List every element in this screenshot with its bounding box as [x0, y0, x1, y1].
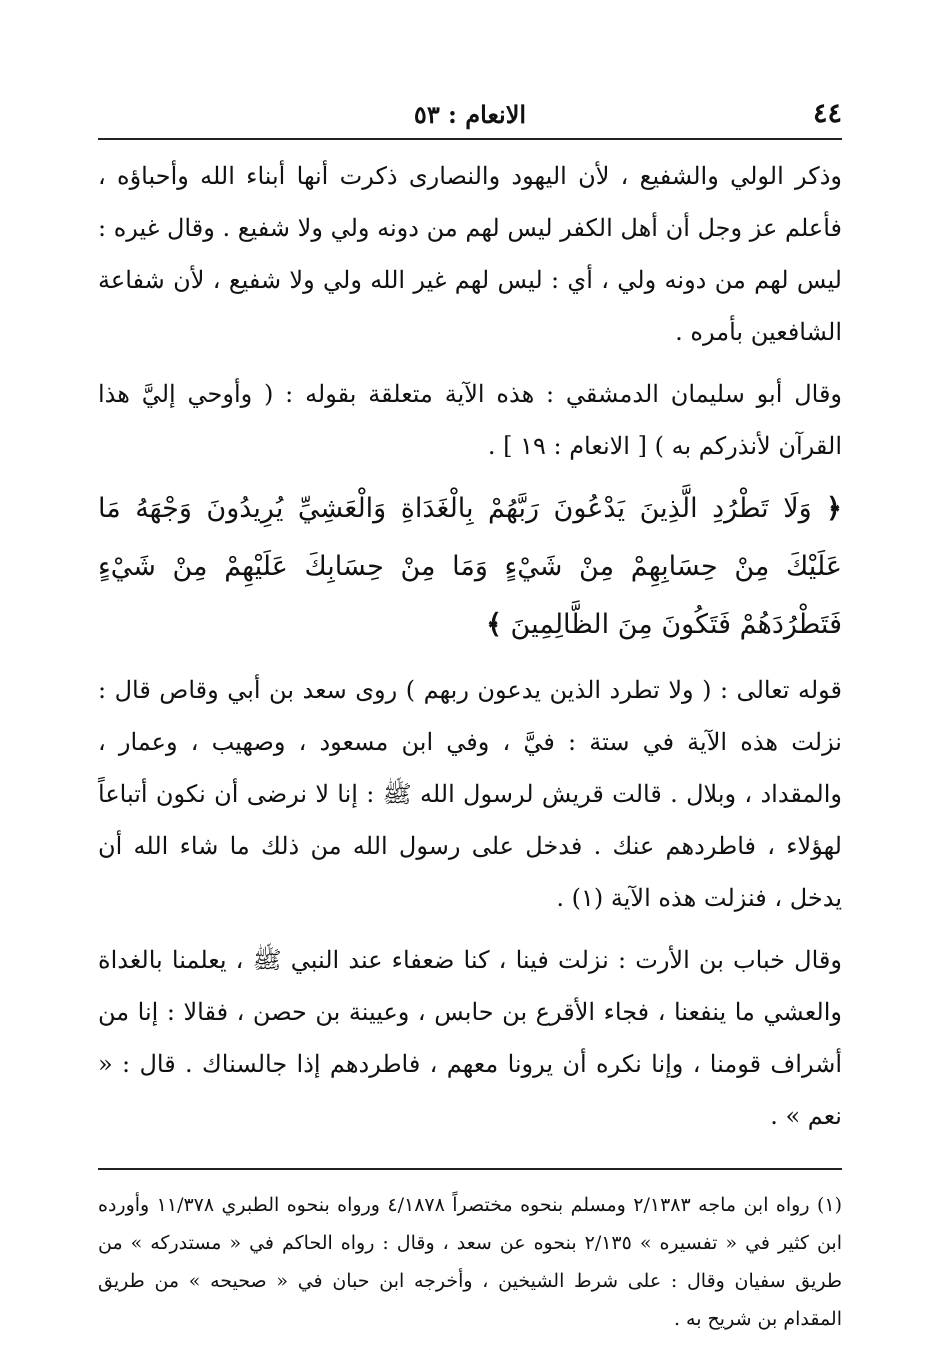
quran-verse [98, 480, 842, 654]
paragraph: وقال أبو سليمان الدمشقي : هذه الآية متعلقة بقوله : ( وأوحي إليَّ هذا القرآن لأنذركم به ) [ الانعام : ١٩ ] . [98, 380, 842, 460]
paragraph: وذكر الولي والشفيع ، لأن اليهود والنصارى ذكرت أنها أبناء الله وأحباؤه ، فأعلم عز وجل أن أهل الكفر ليس لهم من دونه ولي ولا شفيع . وقال غيره : ليس لهم من دونه ولي ، أي : ليس لهم غير الله ولي ولا شفيع ، لأن شفاعة الشافعين بأمره . [98, 162, 842, 346]
footnotes [98, 1186, 842, 1338]
page-number: ٤٤ [812, 98, 842, 129]
commentary-paragraph: قوله تعالى : ( ولا تطرد الذين يدعون ربهم ) روى سعد بن أبي وقاص قال : نزلت هذه الآية في ستة : فيَّ ، وفي ابن مسعود ، وصهيب ، وعمار ، والمقداد ، وبلال . قالت قريش لرسول الله ﷺ : إنا لا نرضى أن نكون أتباعاً لهؤلاء ، فاطردهم عنك . فدخل على رسول الله من ذلك ما شاء الله أن يدخل ، فنزلت هذه الآية (١) . [98, 676, 842, 912]
running-head: الانعام : ٥٣ [413, 100, 527, 129]
footnote: (١) رواه ابن ماجه ٢/١٣٨٣ ومسلم بنحوه مختصراً ٤/١٨٧٨ ورواه بنحوه الطبري ١١/٣٧٨ وأورده ابن كثير في « تفسيره » ٢/١٣٥ بنحوه عن سعد ، وقال : رواه الحاكم في « مستدركه » من طريق سفيان وقال : على شرط الشيخين ، وأخرجه ابن حبان في « صحيحه » من طريق المقدام بن شريح به . [98, 1194, 842, 1330]
book-page [98, 92, 842, 1338]
verse-open-bracket: ﴿ [826, 493, 842, 524]
page-header [98, 92, 842, 140]
footnote-divider [98, 1168, 842, 1170]
verse-close-bracket: ﴾ [486, 609, 502, 640]
main-text [98, 150, 842, 1142]
verse-text: وَلَا تَطْرُدِ الَّذِينَ يَدْعُونَ رَبَّهُمْ بِالْغَدَاةِ وَالْعَشِيِّ يُرِيدُونَ وَجْهَهُ مَا عَلَيْكَ مِنْ حِسَابِهِمْ مِنْ شَيْءٍ وَمَا مِنْ حِسَابِكَ عَلَيْهِمْ مِنْ شَيْءٍ فَتَطْرُدَهُمْ فَتَكُونَ مِنَ الظَّالِمِينَ [98, 493, 842, 640]
commentary-paragraph: وقال خباب بن الأرت : نزلت فينا ، كنا ضعفاء عند النبي ﷺ ، يعلمنا بالغداة والعشي ما ينفعنا ، فجاء الأقرع بن حابس ، وعيينة بن حصن ، فقالا : إنا من أشراف قومنا ، وإنا نكره أن يرونا معهم ، فاطردهم إذا جالسناك . قال : « نعم » . [98, 946, 842, 1130]
